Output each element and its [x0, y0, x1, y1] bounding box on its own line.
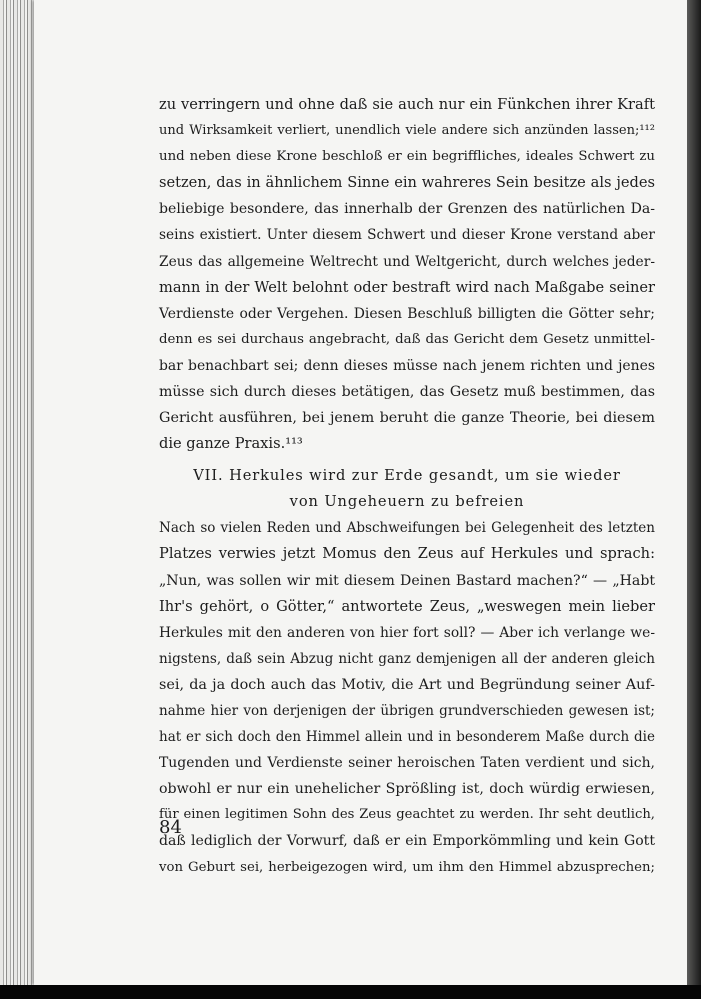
text-line: obwohl er nur ein unehelicher Sprößling ist, doch würdig erwiesen,: [159, 781, 655, 798]
section-heading: [159, 463, 655, 515]
page-number: 84: [159, 817, 182, 838]
text-line: Herkules mit den anderen von hier fort soll? — Aber ich verlange we-: [159, 624, 655, 641]
text-line: für einen legitimen Sohn des Zeus geachtet zu werden. Ihr seht deutlich,: [159, 807, 655, 823]
text-line: setzen, das in ähnlichem Sinne ein wahreres Sein besitze als jedes: [159, 174, 655, 192]
text-line: Zeus das allgemeine Weltrecht und Weltgericht, durch welches jeder-: [159, 253, 655, 270]
text-line: bar benachbart sei; denn dieses müsse nach jenem richten und jenes: [159, 357, 655, 374]
heading-line: VII. Herkules wird zur Erde gesandt, um sie wieder: [193, 467, 621, 485]
page-body-text: [159, 92, 655, 881]
text-line: mann in der Welt belohnt oder bestraft wird nach Maßgabe seiner: [159, 278, 655, 296]
text-line: daß lediglich der Vorwurf, daß er ein Emporkömmling und kein Gott: [159, 833, 655, 850]
text-line: hat er sich doch den Himmel allein und in besonderem Maße durch die: [159, 729, 655, 746]
text-line: die ganze Praxis.¹¹³: [159, 435, 303, 453]
heading-line: von Ungeheuern zu befreien: [289, 493, 525, 511]
page-gutter-shadow: [687, 0, 701, 985]
text-line: von Geburt sei, herbeigezogen wird, um ihm den Himmel abzusprechen;: [159, 859, 655, 875]
text-line: Tugenden und Verdienste seiner heroischen Taten verdient und sich,: [159, 755, 655, 772]
text-line: sei, da ja doch auch das Motiv, die Art und Begründung seiner Auf-: [159, 676, 655, 693]
text-line: seins existiert. Unter diesem Schwert und dieser Krone verstand aber: [159, 227, 655, 244]
text-line: „Nun, was sollen wir mit diesem Deinen Bastard machen?“ — „Habt: [159, 572, 655, 589]
text-line: nigstens, daß sein Abzug nicht ganz demjenigen all der anderen gleich: [159, 650, 655, 667]
text-line: Verdienste oder Vergehen. Diesen Beschluß billigten die Götter sehr;: [159, 305, 655, 322]
text-line: denn es sei durchaus angebracht, daß das Gericht dem Gesetz unmittel-: [159, 331, 655, 347]
text-line: müsse sich durch dieses betätigen, das Gesetz muß bestimmen, das: [159, 384, 655, 401]
text-line: zu verringern und ohne daß sie auch nur ein Fünkchen ihrer Kraft: [159, 96, 655, 113]
text-line: Gericht ausführen, bei jenem beruht die ganze Theorie, bei diesem: [159, 410, 655, 427]
paragraph-2: [159, 515, 655, 880]
text-line: und Wirksamkeit verliert, unendlich viele andere sich anzünden lassen;¹¹²: [159, 123, 655, 139]
scan-background: [0, 985, 701, 999]
text-line: beliebige besondere, das innerhalb der Grenzen des natürlichen Da-: [159, 201, 655, 218]
text-line: Ihr's gehört, o Götter,“ antwortete Zeus, „weswegen mein lieber: [159, 597, 655, 615]
text-line: nahme hier von derjenigen der übrigen grundverschieden gewesen ist;: [159, 702, 655, 719]
paragraph-1: [159, 92, 655, 457]
text-line: Platzes verwies jetzt Momus den Zeus auf Herkules und sprach:: [159, 545, 655, 563]
text-line: Nach so vielen Reden und Abschweifungen bei Gelegenheit des letzten: [159, 520, 655, 537]
text-line: und neben diese Krone beschloß er ein begriffliches, ideales Schwert zu: [159, 149, 655, 165]
